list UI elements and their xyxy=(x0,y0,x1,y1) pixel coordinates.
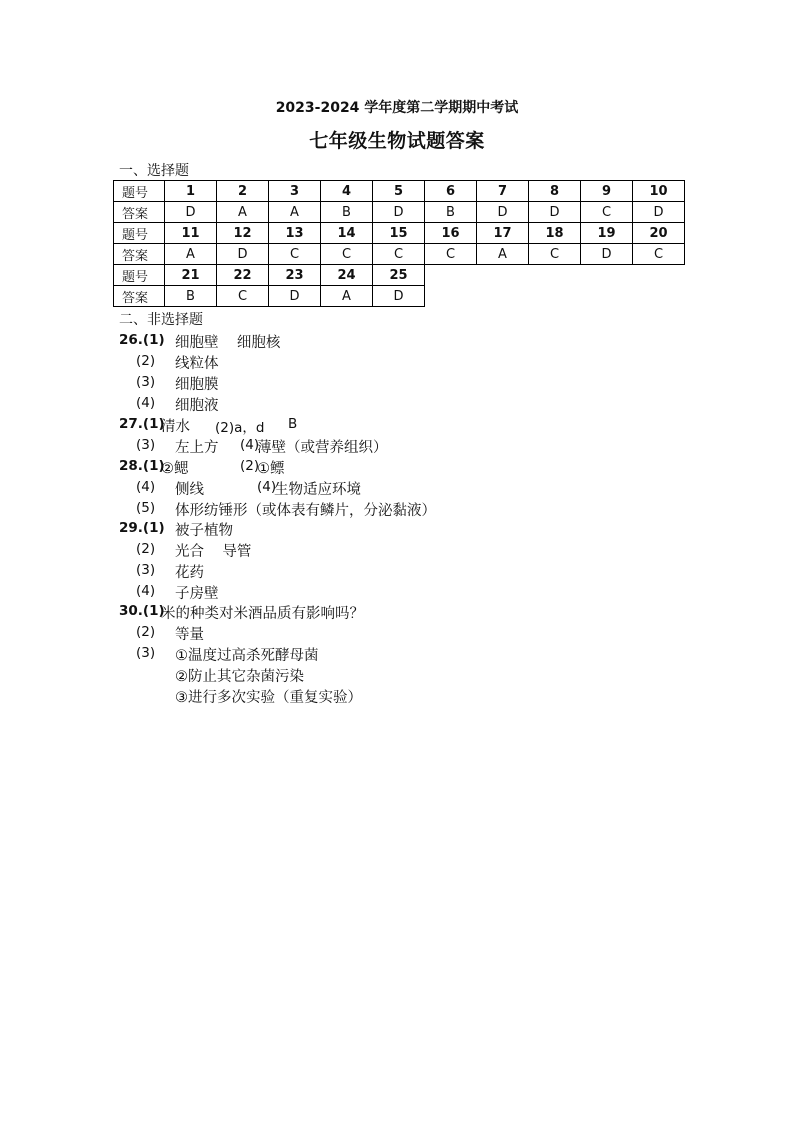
question-number-cell: 3 xyxy=(269,181,321,202)
question-28-answer-2: ①鳔 xyxy=(257,461,285,477)
question-27-sub-4: (4) xyxy=(240,437,260,453)
question-28-answer-5: 体形纺锤形（或体表有鳞片，分泌黏液） xyxy=(175,503,436,519)
answer-cell: A xyxy=(321,286,373,307)
question-26-answer-1: 细胞壁 细胞核 xyxy=(175,335,281,351)
answer-cell: C xyxy=(217,286,269,307)
table-row-answers xyxy=(114,286,685,307)
question-number-cell: 24 xyxy=(321,265,373,286)
question-28-sub-2: (2) xyxy=(240,458,260,474)
answer-cell: C xyxy=(269,244,321,265)
answer-cell: A xyxy=(165,244,217,265)
question-26-sub-3: (3) xyxy=(136,374,156,390)
answer-cell: D xyxy=(581,244,633,265)
row-label-question: 题号 xyxy=(114,223,165,244)
question-number-cell: 19 xyxy=(581,223,633,244)
question-number-cell: 12 xyxy=(217,223,269,244)
question-28-answer-1: ②鳃 xyxy=(161,461,189,477)
question-number-cell: 8 xyxy=(529,181,581,202)
answer-cell: A xyxy=(477,244,529,265)
document-title: 七年级生物试题答案 xyxy=(309,130,485,152)
question-28-answer-4: 生物适应环境 xyxy=(274,482,361,498)
question-26-answer-2: 线粒体 xyxy=(175,356,219,372)
question-number-cell: 5 xyxy=(373,181,425,202)
question-28-answer-3: 侧线 xyxy=(175,482,204,498)
answer-cell: B xyxy=(165,286,217,307)
question-number-cell: 13 xyxy=(269,223,321,244)
answer-cell: B xyxy=(321,202,373,223)
question-27-answer-2b: B xyxy=(288,416,298,432)
question-number-cell: 16 xyxy=(425,223,477,244)
question-28-sub-4: (4) xyxy=(257,479,277,495)
row-label-answer: 答案 xyxy=(114,286,165,307)
row-label-question: 题号 xyxy=(114,181,165,202)
answer-cell: C xyxy=(529,244,581,265)
question-26-sub-2: (2) xyxy=(136,353,156,369)
question-29-answer-2: 光合 导管 xyxy=(175,544,252,560)
question-26-sub-4: (4) xyxy=(136,395,156,411)
question-29-answer-3: 花药 xyxy=(175,565,204,581)
question-30-answer-3-1: ①温度过高杀死酵母菌 xyxy=(175,648,319,664)
answer-cell: B xyxy=(425,202,477,223)
question-27-number: 27.(1) xyxy=(119,416,165,432)
question-27-sub-2: (2)a，d xyxy=(215,420,265,436)
table-row-question-numbers xyxy=(114,181,685,202)
question-number-cell: 14 xyxy=(321,223,373,244)
answer-cell: C xyxy=(321,244,373,265)
question-30-answer-1: 米的种类对米酒品质有影响吗？ xyxy=(161,606,364,622)
question-26-answer-4: 细胞液 xyxy=(175,398,219,414)
answer-cell: C xyxy=(633,244,685,265)
row-label-answer: 答案 xyxy=(114,202,165,223)
question-number-cell: 18 xyxy=(529,223,581,244)
row-label-question: 题号 xyxy=(114,265,165,286)
question-29-answer-1: 被子植物 xyxy=(175,523,233,539)
answer-cell: D xyxy=(529,202,581,223)
question-29-sub-4: (4) xyxy=(136,583,156,599)
answer-cell: D xyxy=(373,202,425,223)
question-number-cell: 15 xyxy=(373,223,425,244)
answer-cell: D xyxy=(373,286,425,307)
question-number-cell: 4 xyxy=(321,181,373,202)
question-30-sub-3: (3) xyxy=(136,645,156,661)
section-heading-nonchoice: 二、非选择题 xyxy=(119,312,203,328)
question-26-number: 26.(1) xyxy=(119,332,165,348)
answer-cell: A xyxy=(217,202,269,223)
question-number-cell: 20 xyxy=(633,223,685,244)
answer-cell: C xyxy=(373,244,425,265)
question-number-cell: 17 xyxy=(477,223,529,244)
answer-cell: D xyxy=(477,202,529,223)
answer-cell: D xyxy=(165,202,217,223)
question-30-answer-2: 等量 xyxy=(175,627,204,643)
question-29-sub-3: (3) xyxy=(136,562,156,578)
table-row-answers xyxy=(114,244,685,265)
question-30-answer-3-2: ②防止其它杂菌污染 xyxy=(175,669,304,685)
answer-cell: C xyxy=(425,244,477,265)
answer-cell: D xyxy=(269,286,321,307)
answer-cell: C xyxy=(581,202,633,223)
row-label-answer: 答案 xyxy=(114,244,165,265)
question-number-cell: 2 xyxy=(217,181,269,202)
question-27-sub-3: (3) xyxy=(136,437,156,453)
choice-answer-table xyxy=(113,180,685,307)
exam-title: 2023-2024 学年度第二学期期中考试 xyxy=(275,100,519,116)
question-26-answer-3: 细胞膜 xyxy=(175,377,219,393)
table-row-question-numbers xyxy=(114,265,685,286)
question-number-cell: 23 xyxy=(269,265,321,286)
question-number-cell: 25 xyxy=(373,265,425,286)
question-number-cell: 22 xyxy=(217,265,269,286)
answer-cell: D xyxy=(633,202,685,223)
question-28-sub-3: (4) xyxy=(136,479,156,495)
section-heading-choice: 一、选择题 xyxy=(119,163,189,179)
answer-cell: D xyxy=(217,244,269,265)
question-28-number: 28.(1) xyxy=(119,458,165,474)
question-number-cell: 10 xyxy=(633,181,685,202)
question-number-cell: 11 xyxy=(165,223,217,244)
question-number-cell: 7 xyxy=(477,181,529,202)
question-27-answer-4: 薄壁（或营养组织） xyxy=(257,440,388,456)
question-number-cell: 6 xyxy=(425,181,477,202)
table-row-answers xyxy=(114,202,685,223)
question-30-sub-2: (2) xyxy=(136,624,156,640)
answer-cell: A xyxy=(269,202,321,223)
question-number-cell: 9 xyxy=(581,181,633,202)
question-30-number: 30.(1) xyxy=(119,603,165,619)
question-29-answer-4: 子房壁 xyxy=(175,586,219,602)
question-30-answer-3-3: ③进行多次实验（重复实验） xyxy=(175,690,362,706)
question-number-cell: 1 xyxy=(165,181,217,202)
question-29-sub-2: (2) xyxy=(136,541,156,557)
question-27-answer-3: 左上方 xyxy=(175,440,219,456)
table-row-question-numbers xyxy=(114,223,685,244)
question-28-sub-5: (5) xyxy=(136,500,156,516)
question-29-number: 29.(1) xyxy=(119,520,165,536)
question-number-cell: 21 xyxy=(165,265,217,286)
question-27-answer-1: 清水 xyxy=(161,419,190,435)
